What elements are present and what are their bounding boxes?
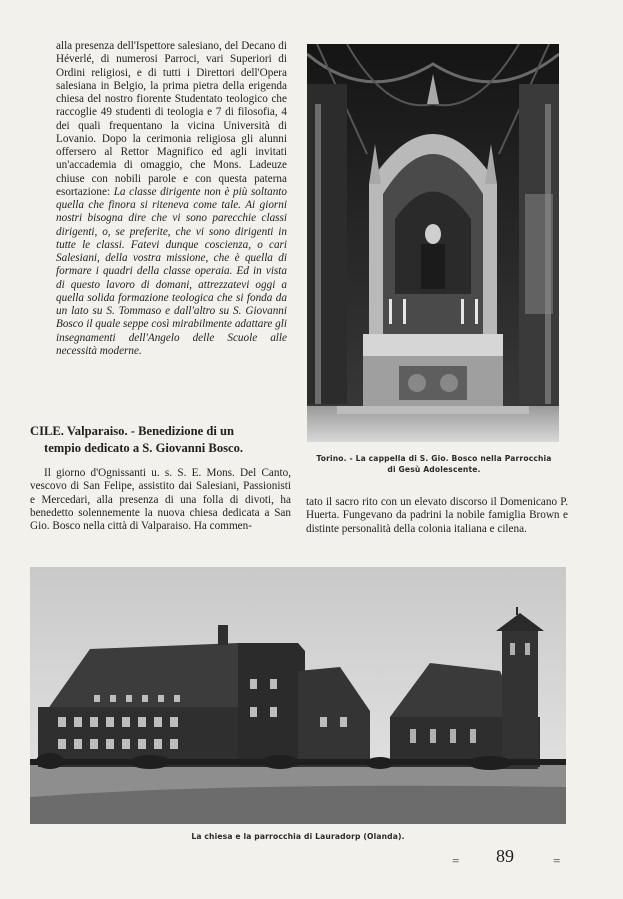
church-caption: La chiesa e la parrocchia di Lauradorp (Olanda). bbox=[191, 832, 405, 841]
intro-quote: La classe dirigente non è più soltanto quella che finora si riteneva come tale. Ai giorni nostri bisogna dire che vi sono parecchie classi dirigenti, o, se preferite, che vi sono dirigenti in tutte le classi. Fatevi dunque coscienza, o cari Salesiani, della vostra missione, che è quella di formare i quadri della classe operaia. Ed in vista di questo lavoro di domani, attrezzatevi oggi a quella solida formazione teologica che si fonda da un lato su S. Tommaso e dall'altro su S. Giovanni Bosco il quale seppe così mirabilmente adattare gli insegnamenti dell'Angelo delle Scuole alle necessità moderne. bbox=[56, 185, 288, 357]
section-heading bbox=[30, 423, 292, 456]
article-intro-text bbox=[56, 40, 287, 358]
page-number: 89 bbox=[496, 846, 514, 866]
church-photo bbox=[30, 567, 566, 824]
intro-paragraph: alla presenza dell'Ispettore salesiano, del Decano di Héverlé, di numerosi Parroci, vari Superiori di Ordini religiosi, e di tutti i Direttori dell'Opera salesiana in Belgio, la prima pietra della erigenda chiesa del nostro fiorente Studentato teologico che raccoglie 49 studenti di teologia e 7 di filosofia, 4 dei quali frequentano la vicina Università di Lovanio. Dopo la cerimonia religiosa gli alunni offersero al Rettor Magnifico ed agli invitati un'accademia di omaggio, che Mons. Ladeuze chiuse con nobili parole e con questa paterna esortazione: bbox=[56, 40, 287, 198]
chapel-photo bbox=[307, 44, 559, 442]
chapel-caption-line-1: Torino. - La cappella di S. Gio. Bosco nella Parrocchia bbox=[316, 454, 552, 463]
heading-line-1: CILE. Valparaiso. - Benedizione di un bbox=[30, 424, 234, 438]
article-body-left: Il giorno d'Ognissanti u. s. S. E. Mons. Del Canto, vescovo di San Felipe, assistito dai Salesiani, Passionisti e Mercedari, alla presenza di una folla di divoti, ha benedetto solennemente la nuova chiesa dedicata a San Gio. Bosco nella città di Valparaiso. Ha commen- bbox=[30, 467, 291, 532]
heading-line-2: tempio dedicato a S. Giovanni Bosco. bbox=[44, 440, 244, 455]
chapel-caption bbox=[307, 454, 561, 475]
footer-ornament-right: = bbox=[553, 853, 559, 868]
footer-ornament-left: = bbox=[452, 853, 458, 868]
chapel-caption-line-2: di Gesù Adolescente. bbox=[387, 464, 481, 474]
article-body-right: tato il sacro rito con un elevato discorso il Domenicano P. Huerta. Fungevano da padrini la nobile famiglia Brown e distinte personalità della colonia italiana e cilena. bbox=[306, 496, 568, 535]
